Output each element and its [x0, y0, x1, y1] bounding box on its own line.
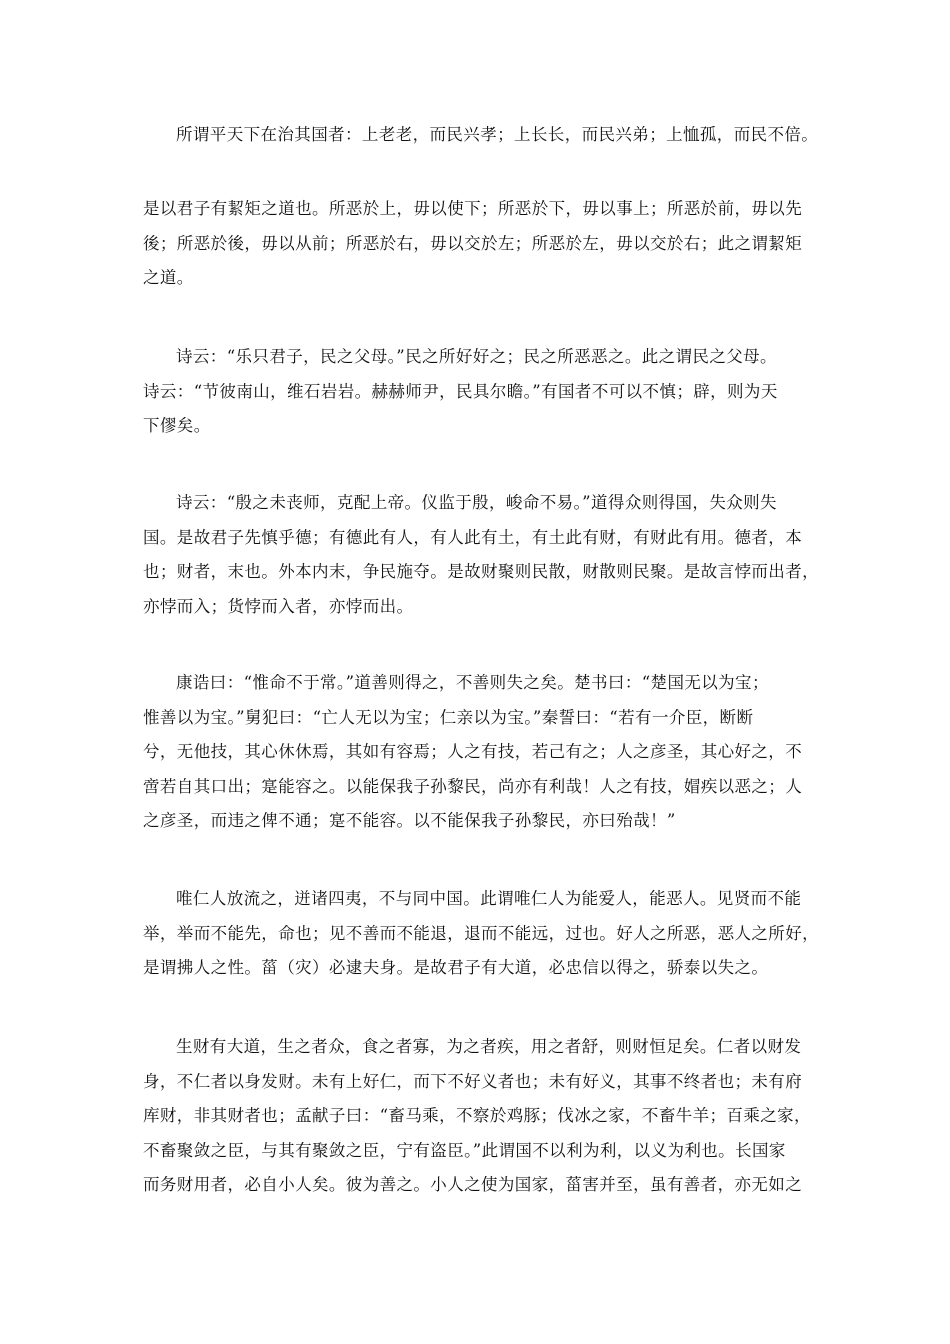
text-line: 是以君子有絜矩之道也。所恶於上，毋以使下；所恶於下，毋以事上；所恶於前，毋以先 [143, 199, 803, 218]
text-line: 兮，无他技，其心休休焉，其如有容焉；人之有技，若己有之；人之彦圣，其心好之，不 [143, 742, 803, 761]
text-line: 诗云：“乐只君子，民之父母。”民之所好好之；民之所恶恶之。此之谓民之父母。 [176, 347, 777, 366]
paragraph-7 [143, 1030, 823, 1203]
text-line: 库财，非其财者也；孟献子曰：“畜马乘，不察於鸡豚；伐冰之家，不畜牛羊；百乘之家， [143, 1106, 811, 1125]
text-line: 康诰曰：“惟命不于常。”道善则得之，不善则失之矣。楚书曰：“楚国无以为宝； [176, 673, 769, 692]
text-line: 诗云：“殷之未丧师，克配上帝。仪监于殷，峻命不易。”道得众则得国，失众则失 [176, 493, 777, 512]
text-line: 身，不仁者以身发财。未有上好仁，而下不好义者也；未有好义，其事不终者也；未有府 [143, 1071, 803, 1091]
text-line: 之彦圣，而违之俾不通；寔不能容。以不能保我子孙黎民，亦曰殆哉！” [143, 811, 676, 830]
text-line: 亦悖而入；货悖而入者，亦悖而出。 [143, 596, 414, 616]
text-line: 也；财者，末也。外本内末，争民施夺。是故财聚则民散，财散则民聚。是故言悖而出者， [143, 562, 819, 581]
paragraph-2 [143, 192, 823, 296]
text-line: 生财有大道，生之者众，食之者寡，为之者疾，用之者舒，则财恒足矣。仁者以财发 [176, 1037, 802, 1056]
text-line: 啻若自其口出；寔能容之。以能保我子孙黎民，尚亦有利哉！人之有技，媢疾以恶之；人 [143, 776, 803, 796]
text-line: 举，举而不能先，命也；见不善而不能退，退而不能远，过也。好人之所恶，恶人之所好， [143, 923, 819, 943]
text-line: 後；所恶於後，毋以从前；所恶於右，毋以交於左；所恶於左，毋以交於右；此之谓絜矩 [143, 233, 803, 253]
text-line: 不畜聚敛之臣，与其有聚敛之臣，宁有盗臣。”此谓国不以利为利，以义为利也。长国家 [143, 1140, 786, 1160]
text-line: 唯仁人放流之，迸诸四夷，不与同中国。此谓唯仁人为能爱人，能恶人。见贤而不能 [176, 889, 802, 908]
paragraph-5 [143, 666, 823, 839]
paragraph-1 [143, 118, 823, 153]
text-line: 惟善以为宝。”舅犯曰：“亡人无以为宝；仁亲以为宝。”秦誓曰：“若有一介臣，断断 [143, 707, 754, 727]
paragraph-4 [143, 486, 823, 624]
text-line: 国。是故君子先慎乎德；有德此有人，有人此有土，有土此有财，有财此有用。德者，本 [143, 527, 803, 547]
text-line: 所谓平天下在治其国者：上老老，而民兴孝；上长长，而民兴弟；上恤孤，而民不倍。 [176, 125, 819, 144]
text-line: 下僇矣。 [143, 416, 211, 435]
text-line: 诗云：“节彼南山，维石岩岩。赫赫师尹，民具尔瞻。”有国者不可以不慎；辟，则为天 [143, 381, 778, 401]
text-line: 之道。 [143, 268, 194, 287]
text-line: 而务财用者，必自小人矣。彼为善之。小人之使为国家，菑害并至，虽有善者，亦无如之 [143, 1175, 803, 1194]
text-line: 是谓拂人之性。菑（灾）必逮夫身。是故君子有大道，必忠信以得之，骄泰以失之。 [143, 958, 769, 977]
paragraph-3 [143, 340, 823, 444]
paragraph-6 [143, 882, 823, 986]
